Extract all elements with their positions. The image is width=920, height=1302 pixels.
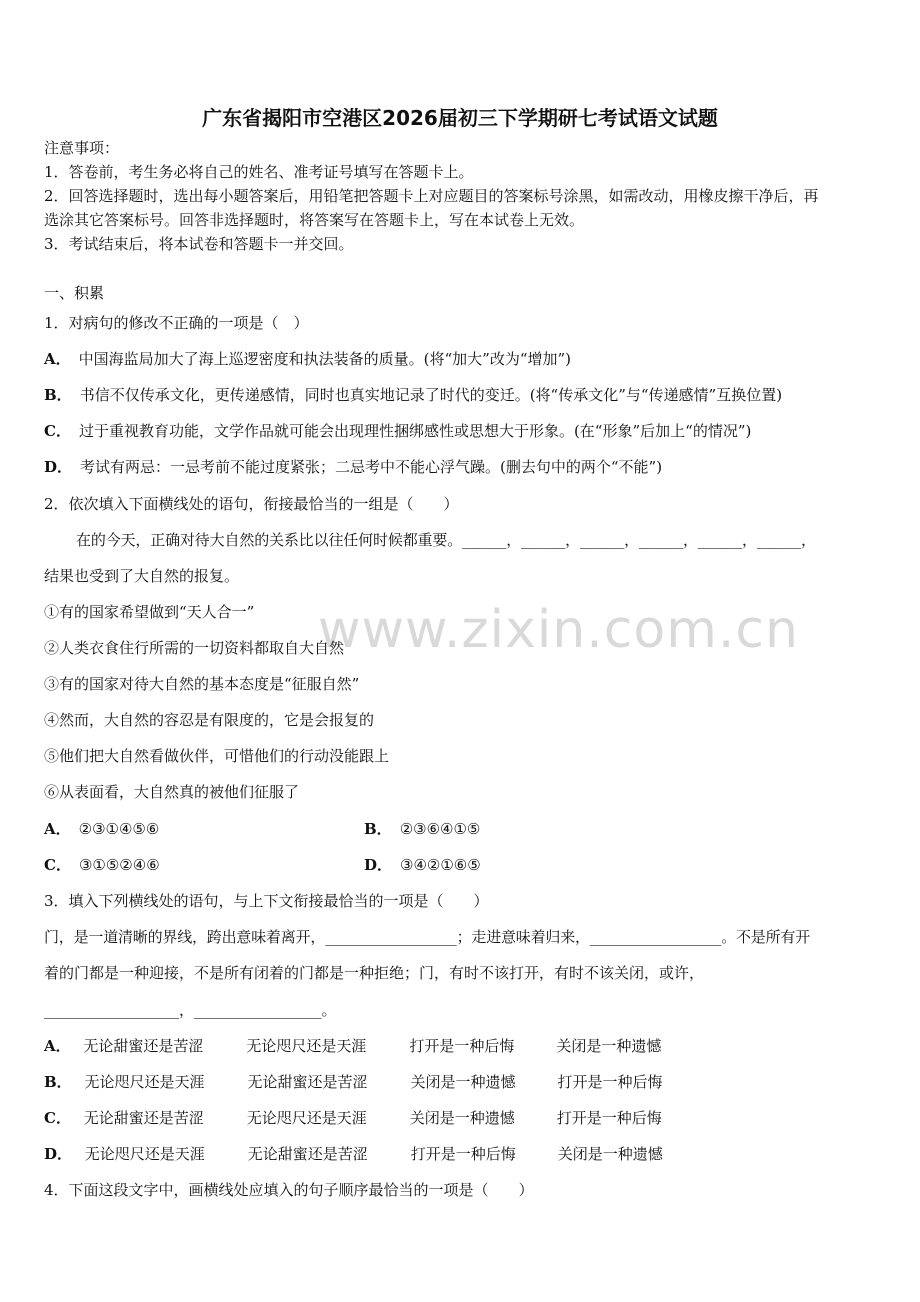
note-2b: 选涂其它答案标号。回答非选择题时，将答案写在答题卡上，写在本试卷上无效。 bbox=[44, 211, 585, 229]
q2-option-b bbox=[364, 819, 480, 839]
option-text: 考试有两忌：一忌考前不能过度紧张；二忌考中不能心浮气躁。(删去句中的两个“不能”) bbox=[80, 458, 663, 476]
q2-stem: 2．依次填入下面横线处的语句，衔接最恰当的一组是（ ） bbox=[44, 495, 459, 513]
q2-sentence-2: ②人类衣食住行所需的一切资料都取自大自然 bbox=[44, 639, 345, 657]
note-1: 1．答卷前，考生务必将自己的姓名、准考证号填写在答题卡上。 bbox=[44, 163, 474, 181]
option-clause: 无论甜蜜还是苦涩 bbox=[247, 1145, 368, 1163]
option-label: B． bbox=[44, 1073, 72, 1091]
option-label: A． bbox=[44, 820, 71, 838]
option-clause: 关闭是一种遗憾 bbox=[556, 1037, 662, 1055]
q2-option-a bbox=[44, 819, 159, 839]
option-clause: 无论甜蜜还是苦涩 bbox=[83, 1037, 204, 1055]
q3-option-a bbox=[44, 1036, 661, 1056]
option-text: ③①⑤②④⑥ bbox=[78, 856, 160, 874]
option-label: C． bbox=[44, 422, 71, 440]
notes-heading: 注意事项： bbox=[44, 139, 120, 157]
q2-option-d bbox=[364, 855, 481, 875]
option-clause: 打开是一种后悔 bbox=[410, 1145, 516, 1163]
q2-sentence-4: ④然而，大自然的容忍是有限度的，它是会报复的 bbox=[44, 711, 375, 729]
q3-option-d bbox=[44, 1144, 663, 1164]
option-clause: 无论咫尺还是天涯 bbox=[84, 1073, 205, 1091]
option-label: B． bbox=[44, 386, 72, 404]
option-label: C． bbox=[44, 1109, 71, 1127]
option-clause: 无论咫尺还是天涯 bbox=[246, 1037, 367, 1055]
section-heading: 一、积累 bbox=[44, 284, 105, 302]
option-clause: 关闭是一种遗憾 bbox=[557, 1145, 663, 1163]
note-3: 3．考试结束后，将本试卷和答题卡一并交回。 bbox=[44, 235, 354, 253]
option-text: 过于重视教育功能，文学作品就可能会出现理性捆绑感性或思想大于形象。(在“形象”后加上“的情况”) bbox=[78, 422, 752, 440]
watermark: www.zixin.com.cn bbox=[318, 600, 799, 660]
option-text: ②③①④⑤⑥ bbox=[78, 820, 160, 838]
q2-sentence-5: ⑤他们把大自然看做伙伴，可惜他们的行动没能跟上 bbox=[44, 747, 390, 765]
option-label: D． bbox=[44, 1145, 73, 1163]
note-2a: 2．回答选择题时，选出每小题答案后，用铅笔把答题卡上对应题目的答案标号涂黑，如需改动，用橡皮擦干净后，再 bbox=[44, 187, 819, 205]
q2-sentence-3: ③有的国家对待大自然的基本态度是“征服自然” bbox=[44, 675, 360, 693]
q1-option-a bbox=[44, 349, 571, 369]
option-clause: 关闭是一种遗憾 bbox=[409, 1109, 515, 1127]
q2-sentence-1: ①有的国家希望做到“天人合一” bbox=[44, 603, 255, 621]
q3-passage-1: 门，是一道清晰的界线，跨出意味着离开，__________________；走进意味着归来，__________________。不是所有开 bbox=[44, 928, 811, 946]
option-clause: 无论咫尺还是天涯 bbox=[246, 1109, 367, 1127]
q1-option-d bbox=[44, 457, 662, 477]
option-clause: 无论甜蜜还是苦涩 bbox=[247, 1073, 368, 1091]
q3-option-b bbox=[44, 1072, 662, 1092]
q4-stem: 4．下面这段文字中，画横线处应填入的句子顺序最恰当的一项是（ ） bbox=[44, 1181, 534, 1199]
option-label: D． bbox=[364, 856, 393, 874]
q3-stem: 3．填入下列横线处的语句，与上下文衔接最恰当的一项是（ ） bbox=[44, 892, 489, 910]
option-label: C． bbox=[44, 856, 71, 874]
option-label: B． bbox=[364, 820, 392, 838]
option-clause: 关闭是一种遗憾 bbox=[410, 1073, 516, 1091]
option-clause: 无论甜蜜还是苦涩 bbox=[83, 1109, 204, 1127]
q2-passage-1: 在的今天，正确对待大自然的关系比以往任何时候都重要。______，______，______，______，______，______， bbox=[76, 531, 816, 549]
option-label: D． bbox=[44, 458, 73, 476]
q1-option-c bbox=[44, 421, 751, 441]
q2-passage-2: 结果也受到了大自然的报复。 bbox=[44, 567, 240, 585]
option-clause: 打开是一种后悔 bbox=[556, 1109, 662, 1127]
option-clause: 打开是一种后悔 bbox=[557, 1073, 663, 1091]
q1-stem: 1．对病句的修改不正确的一项是（ ） bbox=[44, 314, 309, 332]
q2-option-c bbox=[44, 855, 160, 875]
option-text: 书信不仅传承文化，更传递感情，同时也真实地记录了时代的变迁。(将“传承文化”与“传递感情”互换位置) bbox=[79, 386, 783, 404]
option-label: A． bbox=[44, 1037, 71, 1055]
page-title: 广东省揭阳市空港区2026届初三下学期研七考试语文试题 bbox=[202, 106, 718, 130]
q3-option-c bbox=[44, 1108, 662, 1128]
option-text: 中国海监局加大了海上巡逻密度和执法装备的质量。(将“加大”改为“增加”) bbox=[78, 350, 572, 368]
option-clause: 打开是一种后悔 bbox=[409, 1037, 515, 1055]
option-label: A． bbox=[44, 350, 71, 368]
option-clause: 无论咫尺还是天涯 bbox=[84, 1145, 205, 1163]
q3-passage-2: 着的门都是一种迎接，不是所有闭着的门都是一种拒绝；门，有时不该打开，有时不该关闭，或许， bbox=[44, 964, 705, 982]
option-text: ③④②①⑥⑤ bbox=[400, 856, 481, 874]
q1-option-b bbox=[44, 385, 782, 405]
q2-sentence-6: ⑥从表面看，大自然真的被他们征服了 bbox=[44, 783, 300, 801]
option-text: ②③⑥④①⑤ bbox=[399, 820, 481, 838]
q3-passage-3: __________________，_________________。 bbox=[44, 1001, 337, 1019]
